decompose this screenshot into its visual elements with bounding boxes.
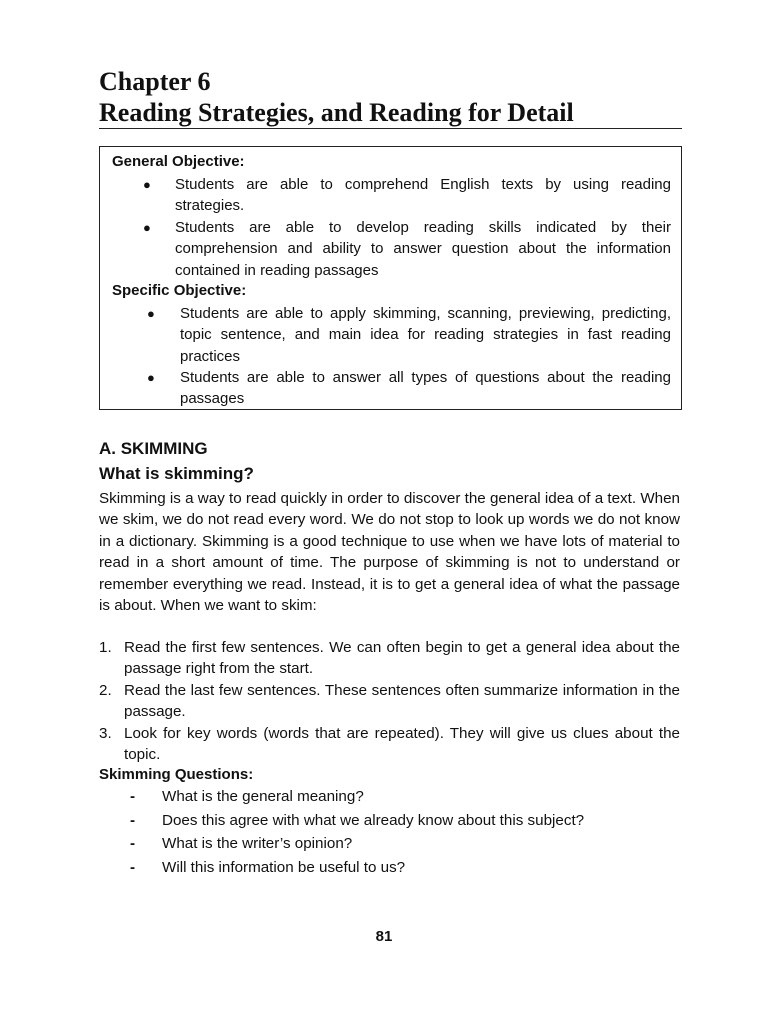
dash-bullet: - — [130, 788, 136, 805]
dash-bullet: - — [130, 811, 136, 829]
list-item-text: Read the first few sentences. We can often begin to get a general idea about the passage right from the start. — [124, 639, 680, 678]
objectives-box — [99, 146, 682, 410]
chapter-heading — [99, 66, 682, 128]
specific-objective-item: Students are able to answer all types of questions about the reading passages — [180, 369, 671, 408]
dash-bullet: - — [130, 858, 136, 876]
list-number: 3. — [99, 724, 112, 742]
page-number: 81 — [375, 928, 393, 945]
list-item — [130, 786, 584, 810]
list-item — [99, 637, 680, 680]
bullet-icon: ● — [143, 220, 151, 235]
general-objective-heading: General Objective: — [112, 153, 245, 170]
list-item-text: Will this information be useful to us? — [162, 858, 406, 876]
list-item — [99, 723, 680, 766]
bullet-icon: ● — [147, 306, 155, 321]
general-objective-item: Students are able to comprehend English texts by using reading strategies. — [175, 176, 671, 215]
list-item-text: Does this agree with what we already know about this subject? — [162, 811, 585, 829]
list-number: 2. — [99, 681, 112, 699]
list-number: 1. — [99, 639, 112, 656]
specific-objective-heading: Specific Objective: — [112, 282, 247, 299]
list-item-text: What is the general meaning? — [162, 788, 364, 805]
specific-objective-item: Students are able to apply skimming, scanning, previewing, predicting, topic sentence, and main idea for reading strategies in fast reading practices — [180, 305, 671, 365]
list-item-text: Look for key words (words that are repeated). They will give us clues about the topic. — [124, 724, 680, 764]
skimming-steps-list — [99, 637, 680, 765]
section-question: What is skimming? — [99, 464, 254, 483]
skimming-questions-heading: Skimming Questions: — [99, 766, 254, 783]
section-title: A. SKIMMING — [99, 439, 208, 458]
dash-bullet: - — [130, 835, 136, 852]
list-item — [130, 810, 584, 834]
chapter-title: Reading Strategies, and Reading for Detail — [99, 98, 574, 127]
list-item — [99, 680, 680, 723]
chapter-number: Chapter 6 — [99, 67, 211, 96]
list-item — [130, 833, 584, 857]
chapter-divider — [99, 128, 682, 129]
skimming-paragraph: Skimming is a way to read quickly in order to discover the general idea of a text. When we skim, we do not read every word. We do not stop to look up words we do not know in a dictionary. Skimming is a good technique to use when we have lots of material to read in a short amount of time. The purpose of skimming is not to understand or remember everything we read. Instead, it is to get a general idea of what the passage is about. When we want to skim: — [99, 490, 680, 615]
bullet-icon: ● — [143, 177, 151, 192]
list-item-text: Read the last few sentences. These sentences often summarize information in the passage. — [124, 681, 680, 721]
list-item — [130, 857, 584, 881]
skimming-questions-list — [130, 786, 584, 880]
general-objective-item: Students are able to develop reading skills indicated by their comprehension and ability to answer question about the information contained in reading passages — [175, 219, 671, 279]
bullet-icon: ● — [147, 370, 155, 385]
list-item-text: What is the writer’s opinion? — [162, 835, 353, 852]
